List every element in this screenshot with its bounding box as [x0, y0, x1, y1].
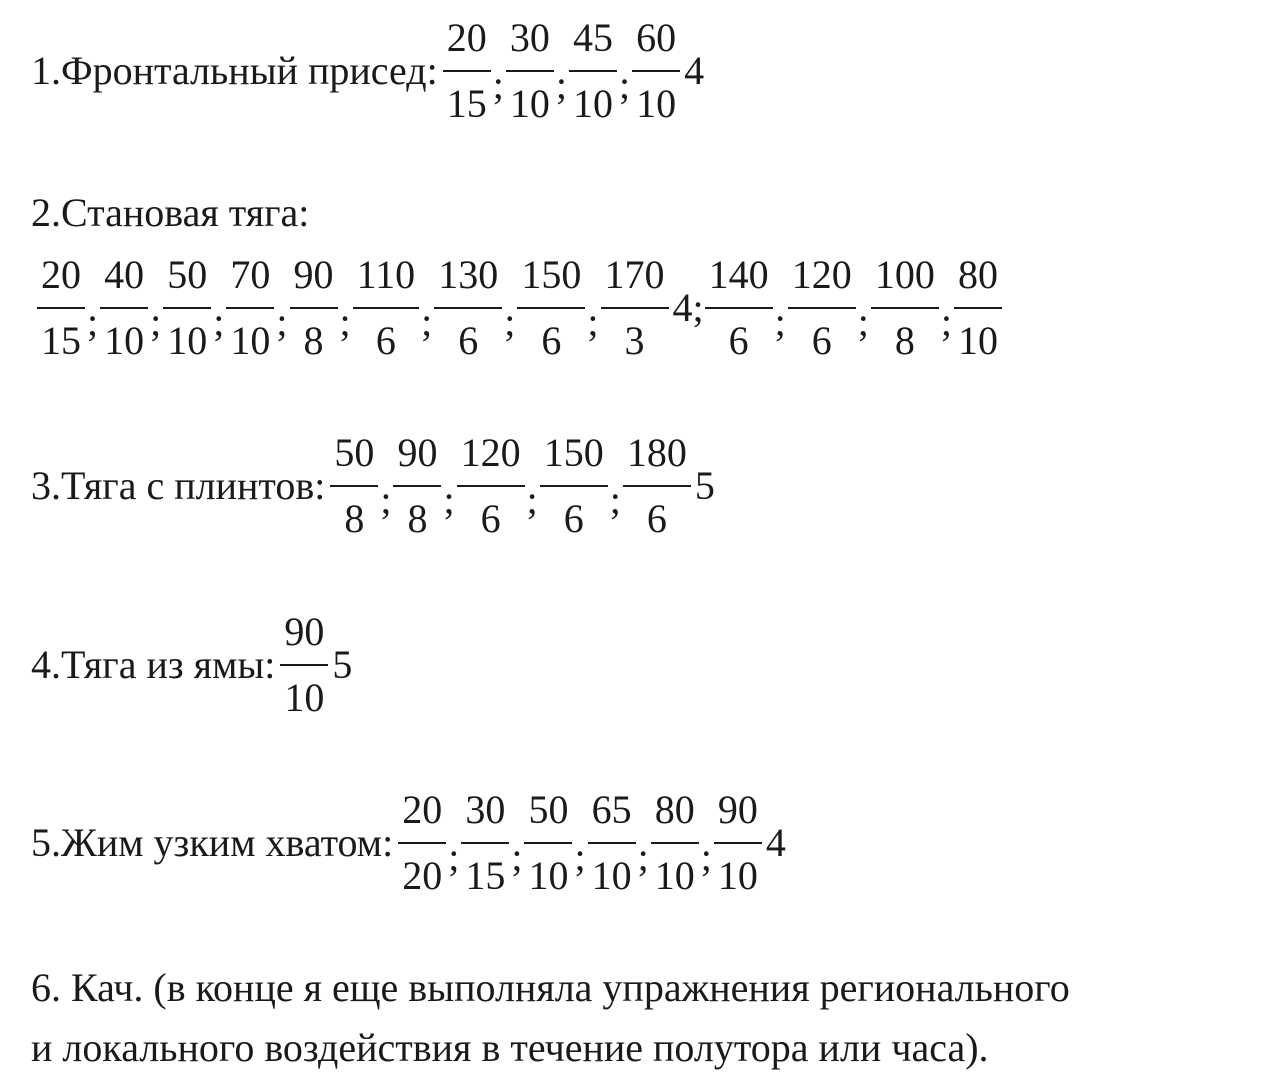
set-separator: ;: [339, 299, 351, 344]
weight-value: 120: [457, 433, 525, 487]
set-separator: ;: [504, 299, 516, 344]
set-separator: ;: [511, 834, 523, 879]
reps-value: 15: [41, 318, 81, 363]
set-fraction: [398, 787, 446, 898]
sets-container: [442, 15, 681, 126]
inline-suffix: 4;: [672, 285, 704, 330]
set-fraction: [393, 430, 441, 541]
set-separator: ;: [940, 299, 953, 344]
reps-value: 10: [591, 853, 632, 898]
set-fraction: [705, 252, 773, 363]
set-separator: ;: [574, 834, 586, 879]
note-line-1: 6. Кач. (в конце я еще выполняла упражнения регионального: [31, 965, 1070, 1010]
reps-value: 10: [104, 318, 145, 363]
weight-value: 20: [398, 790, 446, 844]
set-separator: ;: [492, 62, 504, 107]
reps-value: 6: [646, 496, 667, 541]
set-separator: ;: [774, 299, 786, 344]
set-separator: ;: [443, 477, 455, 522]
reps-value: 10: [958, 318, 999, 363]
set-separator: ;: [421, 299, 433, 344]
reps-value: 8: [407, 496, 428, 541]
set-fraction: [280, 609, 328, 720]
reps-value: 3: [624, 318, 645, 363]
set-fraction: [226, 252, 274, 363]
reps-value: 8: [344, 496, 365, 541]
set-fraction: [100, 252, 148, 363]
weight-value: 20: [443, 18, 491, 72]
weight-value: 80: [954, 255, 1002, 309]
set-fraction: [517, 252, 585, 363]
weight-value: 150: [540, 433, 608, 487]
weight-value: 140: [705, 255, 773, 309]
set-separator: ;: [609, 477, 621, 522]
set-fraction: [524, 787, 572, 898]
set-separator: ;: [618, 62, 631, 107]
set-separator: ;: [213, 299, 225, 344]
set-separator: ;: [276, 299, 288, 344]
weight-value: 50: [330, 433, 378, 487]
exercise-5: [31, 787, 786, 898]
reps-value: 20: [402, 853, 443, 898]
exercise-label: 5.Жим узким хватом:: [31, 820, 394, 865]
weight-value: 40: [100, 255, 148, 309]
set-separator: ;: [637, 834, 649, 879]
exercise-label: 2.Становая тяга:: [31, 190, 310, 235]
set-fraction: [651, 787, 699, 898]
set-separator: ;: [555, 62, 567, 107]
set-separator: ;: [857, 299, 869, 344]
weight-value: 50: [524, 790, 572, 844]
exercise-label: 4.Тяга из ямы:: [31, 642, 276, 687]
weight-value: 90: [280, 612, 328, 666]
set-fraction: [163, 252, 211, 363]
weight-value: 70: [226, 255, 274, 309]
weight-value: 30: [461, 790, 509, 844]
sets-container: [36, 252, 1003, 363]
weight-value: 45: [569, 18, 617, 72]
reps-value: 6: [541, 318, 562, 363]
weight-value: 20: [37, 255, 85, 309]
reps-value: 10: [509, 81, 550, 126]
exercise-suffix: 4: [765, 820, 786, 865]
set-separator: ;: [150, 299, 162, 344]
exercise-suffix: 5: [332, 642, 353, 687]
weight-value: 60: [632, 18, 680, 72]
exercise-1: [31, 15, 705, 126]
set-fraction: [290, 252, 338, 363]
weight-value: 65: [588, 790, 636, 844]
weight-value: 110: [353, 255, 420, 309]
reps-value: 10: [572, 81, 613, 126]
set-fraction: [434, 252, 502, 363]
weight-value: 180: [623, 433, 691, 487]
sets-container: [279, 609, 329, 720]
exercise-2: [36, 252, 1006, 363]
exercise-4: [31, 609, 353, 720]
weight-value: 100: [871, 255, 939, 309]
reps-value: 10: [284, 675, 325, 720]
weight-value: 50: [163, 255, 211, 309]
reps-value: 6: [480, 496, 501, 541]
weight-value: 30: [506, 18, 554, 72]
reps-value: 10: [167, 318, 208, 363]
reps-value: 15: [446, 81, 487, 126]
weight-value: 170: [601, 255, 669, 309]
weight-value: 90: [290, 255, 338, 309]
set-fraction: [714, 787, 762, 898]
set-fraction: [461, 787, 509, 898]
exercise-label: 1.Фронтальный присед:: [31, 48, 438, 93]
reps-value: 6: [811, 318, 832, 363]
reps-value: 10: [528, 853, 569, 898]
set-fraction: [788, 252, 856, 363]
set-fraction: [330, 430, 378, 541]
reps-value: 8: [303, 318, 324, 363]
reps-value: 6: [458, 318, 479, 363]
set-separator: ;: [448, 834, 460, 879]
exercise-3: [31, 430, 715, 541]
reps-value: 10: [230, 318, 271, 363]
reps-value: 10: [636, 81, 677, 126]
reps-value: 8: [894, 318, 915, 363]
reps-value: 6: [563, 496, 584, 541]
set-separator: ;: [700, 834, 712, 879]
sets-container: [329, 430, 692, 541]
set-separator: ;: [380, 477, 392, 522]
exercise-label: 3.Тяга с плинтов:: [31, 463, 326, 508]
set-fraction: [623, 430, 691, 541]
set-fraction: [601, 252, 669, 363]
set-fraction: [506, 15, 554, 126]
note-line-2: и локального воздействия в течение полутора или часа).: [31, 1025, 989, 1070]
set-fraction: [540, 430, 608, 541]
weight-value: 80: [651, 790, 699, 844]
set-fraction: [457, 430, 525, 541]
set-separator: ;: [526, 477, 538, 522]
reps-value: 6: [375, 318, 396, 363]
set-fraction: [632, 15, 680, 126]
exercise-2-heading: [31, 190, 313, 235]
set-separator: ;: [587, 299, 599, 344]
reps-value: 15: [465, 853, 506, 898]
weight-value: 90: [714, 790, 762, 844]
sets-container: [397, 787, 763, 898]
set-fraction: [954, 252, 1002, 363]
set-fraction: [588, 787, 636, 898]
weight-value: 90: [393, 433, 441, 487]
set-separator: ;: [87, 299, 99, 344]
set-fraction: [353, 252, 420, 363]
reps-value: 10: [717, 853, 758, 898]
exercise-suffix: 4: [684, 48, 705, 93]
note-paragraph: [31, 958, 1070, 1078]
set-fraction: [569, 15, 617, 126]
reps-value: 6: [728, 318, 749, 363]
weight-value: 120: [788, 255, 856, 309]
set-fraction: [37, 252, 85, 363]
weight-value: 150: [517, 255, 585, 309]
set-fraction: [871, 252, 939, 363]
set-fraction: [443, 15, 491, 126]
exercise-suffix: 5: [694, 463, 715, 508]
reps-value: 10: [654, 853, 695, 898]
weight-value: 130: [434, 255, 502, 309]
